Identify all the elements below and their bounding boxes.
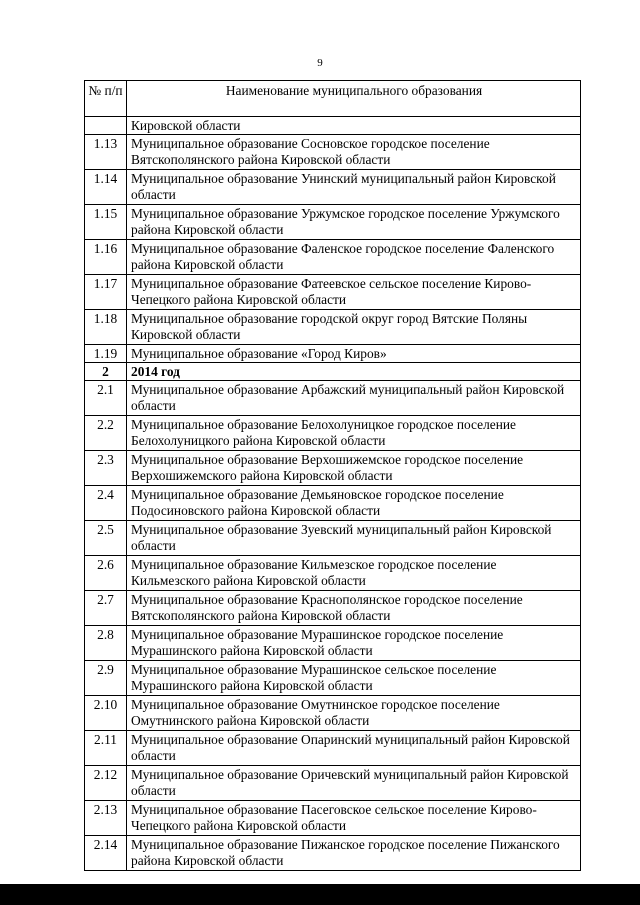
table-row: [85, 766, 581, 801]
table-row: [85, 275, 581, 310]
table-row: [85, 556, 581, 591]
row-number: 2.4: [85, 486, 127, 521]
row-name: Муниципальное образование Пасеговское сельское поселение Кирово-Чепецкого района Кировской области: [127, 801, 581, 836]
municipalities-table: [84, 80, 581, 871]
table-row: [85, 205, 581, 240]
row-name: Муниципальное образование Опаринский муниципальный район Кировской области: [127, 731, 581, 766]
row-number: 2.5: [85, 521, 127, 556]
row-name: Муниципальное образование Мурашинское городское поселение Мурашинского района Кировской области: [127, 626, 581, 661]
table-row: [85, 661, 581, 696]
row-name: Муниципальное образование Уржумское городское поселение Уржумского района Кировской области: [127, 205, 581, 240]
row-number: 1.19: [85, 345, 127, 363]
section-number: 2: [85, 363, 127, 381]
row-number: 2.6: [85, 556, 127, 591]
table-row: [85, 836, 581, 871]
row-number: 2.2: [85, 416, 127, 451]
row-number: 2.9: [85, 661, 127, 696]
table-row: [85, 521, 581, 556]
table-row: [85, 345, 581, 363]
row-name: Муниципальное образование Краснополянское городское поселение Вятскополянского района Кировской области: [127, 591, 581, 626]
table-row: [85, 170, 581, 205]
row-name: Муниципальное образование Кильмезское городское поселение Кильмезского района Кировской области: [127, 556, 581, 591]
row-number: 2.11: [85, 731, 127, 766]
row-name: Муниципальное образование Фаленское городское поселение Фаленского района Кировской области: [127, 240, 581, 275]
row-number: 2.14: [85, 836, 127, 871]
row-name: Муниципальное образование Сосновское городское поселение Вятскополянского района Кировской области: [127, 135, 581, 170]
row-number: [85, 117, 127, 135]
section-row: [85, 363, 581, 381]
table-row: [85, 696, 581, 731]
row-number: 1.15: [85, 205, 127, 240]
row-name: Муниципальное образование городской округ город Вятские Поляны Кировской области: [127, 310, 581, 345]
row-number: 1.13: [85, 135, 127, 170]
row-name: Муниципальное образование Унинский муниципальный район Кировской области: [127, 170, 581, 205]
header-number-column: № п/п: [85, 81, 127, 117]
row-name: Муниципальное образование Оричевский муниципальный район Кировской области: [127, 766, 581, 801]
row-number: 2.13: [85, 801, 127, 836]
table-row: [85, 451, 581, 486]
table-row: [85, 801, 581, 836]
table-row: [85, 310, 581, 345]
row-name: Муниципальное образование Фатеевское сельское поселение Кирово-Чепецкого района Кировской области: [127, 275, 581, 310]
row-name: Муниципальное образование Зуевский муниципальный район Кировской области: [127, 521, 581, 556]
row-number: 1.14: [85, 170, 127, 205]
row-number: 1.18: [85, 310, 127, 345]
row-name: Муниципальное образование Мурашинское сельское поселение Мурашинского района Кировской области: [127, 661, 581, 696]
row-number: 2.8: [85, 626, 127, 661]
row-number: 2.10: [85, 696, 127, 731]
row-name: Кировской области: [127, 117, 581, 135]
row-number: 2.3: [85, 451, 127, 486]
table-header-row: [85, 81, 581, 117]
table-row: [85, 381, 581, 416]
row-number: 1.17: [85, 275, 127, 310]
table-row: [85, 731, 581, 766]
table-row: [85, 486, 581, 521]
row-name: Муниципальное образование «Город Киров»: [127, 345, 581, 363]
header-name-column: Наименование муниципального образования: [127, 81, 581, 117]
table-row: [85, 591, 581, 626]
table-row: [85, 626, 581, 661]
row-number: 1.16: [85, 240, 127, 275]
row-name: Муниципальное образование Демьяновское городское поселение Подосиновского района Кировской области: [127, 486, 581, 521]
row-name: Муниципальное образование Арбажский муниципальный район Кировской области: [127, 381, 581, 416]
row-name: Муниципальное образование Пижанское городское поселение Пижанского района Кировской области: [127, 836, 581, 871]
section-title: 2014 год: [127, 363, 581, 381]
page-number: 9: [317, 57, 323, 69]
table-row: [85, 416, 581, 451]
row-name: Муниципальное образование Верхошижемское городское поселение Верхошижемского района Кировской области: [127, 451, 581, 486]
scan-bottom-border: [0, 884, 640, 905]
row-number: 2.7: [85, 591, 127, 626]
table-row: [85, 135, 581, 170]
row-name: Муниципальное образование Омутнинское городское поселение Омутнинского района Кировской области: [127, 696, 581, 731]
table-row: [85, 240, 581, 275]
row-name: Муниципальное образование Белохолуницкое городское поселение Белохолуницкого района Кировской области: [127, 416, 581, 451]
row-number: 2.12: [85, 766, 127, 801]
row-number: 2.1: [85, 381, 127, 416]
table-row: [85, 117, 581, 135]
